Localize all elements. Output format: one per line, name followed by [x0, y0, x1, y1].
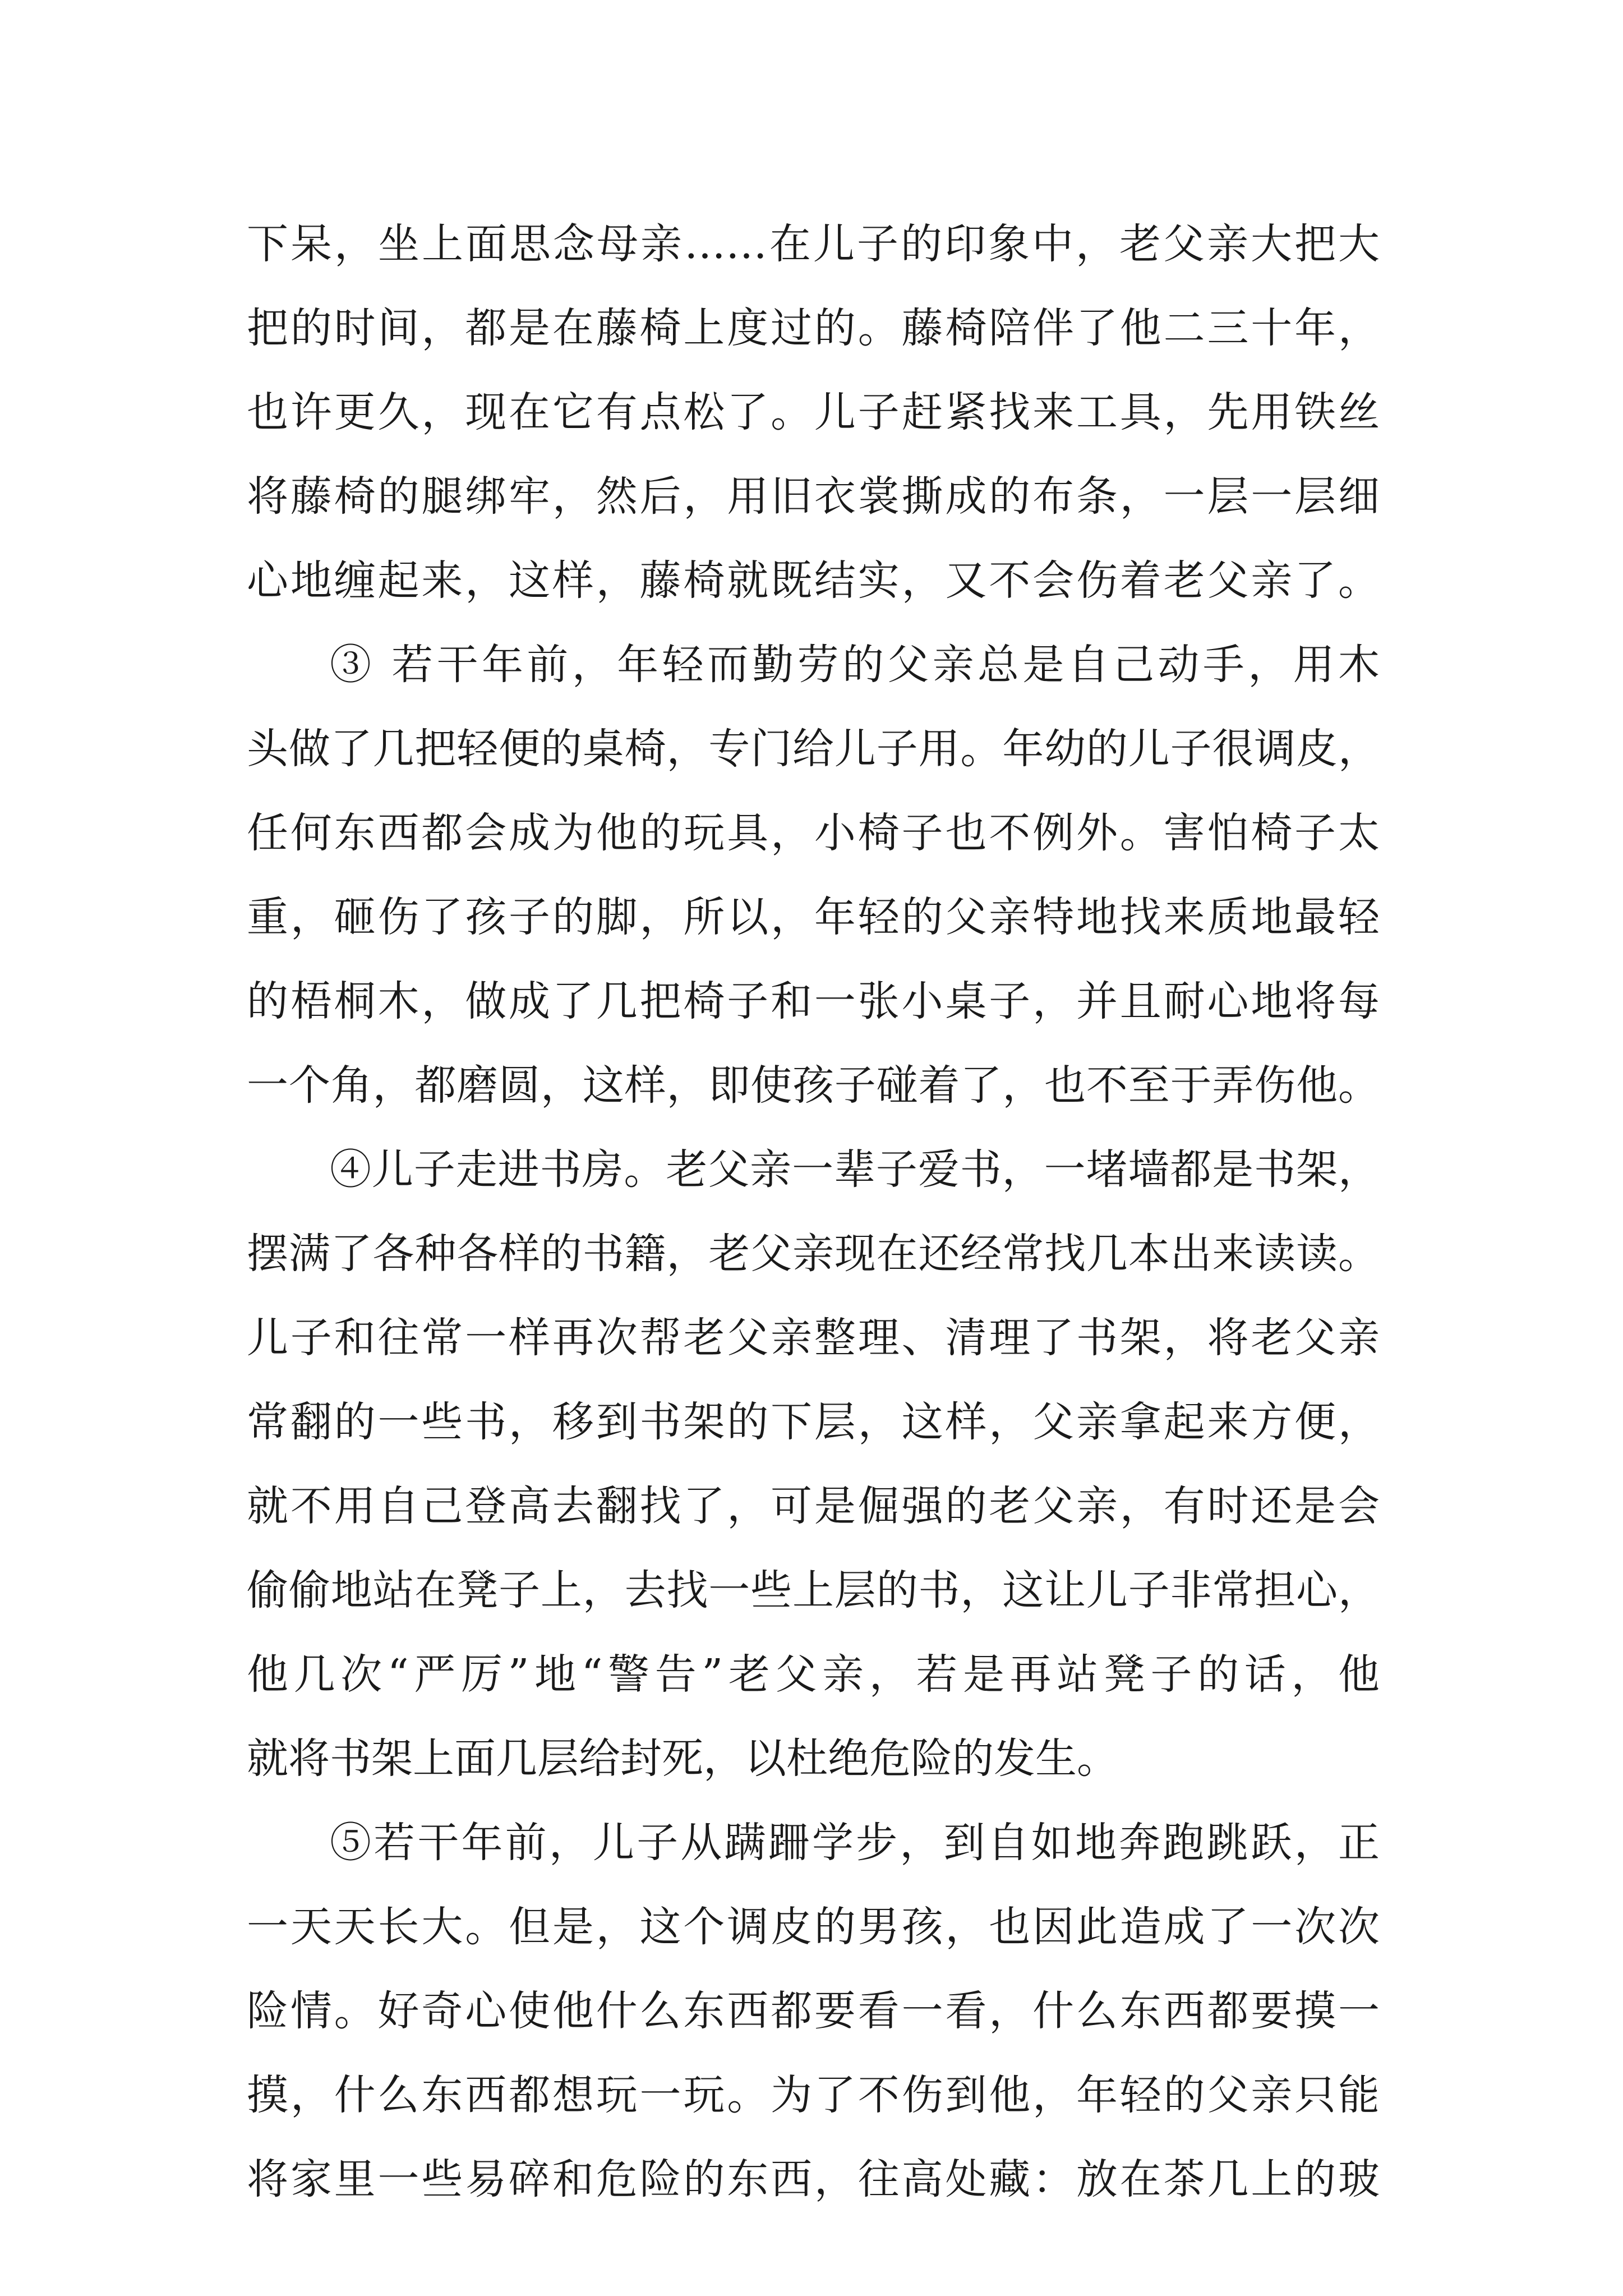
text-line: 心地缠起来，这样，藤椅就既结实，又不会伤着老父亲了。	[247, 556, 1380, 605]
text-line: 重，砸伤了孩子的脚，所以，年轻的父亲特地找来质地最轻	[247, 893, 1380, 941]
text-line: 一天天长大。但是，这个调皮的男孩，也因此造成了一次次	[247, 1903, 1380, 1951]
text-line: 把的时间，都是在藤椅上度过的。藤椅陪伴了他二三十年，	[247, 304, 1380, 352]
paragraph-first-line: ④儿子走进书房。老父亲一辈子爱书，一堵墙都是书架，	[330, 1145, 1380, 1194]
paragraph-first-line: ⑤若干年前，儿子从蹒跚学步，到自如地奔跑跳跃，正	[330, 1819, 1380, 1867]
text-line: 也许更久，现在它有点松了。儿子赶紧找来工具，先用铁丝	[247, 388, 1380, 436]
text-line: 将藤椅的腿绑牢，然后，用旧衣裳撕成的布条，一层一层细	[247, 472, 1380, 521]
text-line: 险情。好奇心使他什么东西都要看一看，什么东西都要摸一	[247, 1987, 1380, 2035]
body-text	[247, 202, 1380, 2221]
text-line: 他几次“严厉”地“警告”老父亲，若是再站凳子的话，他	[247, 1650, 1380, 1699]
text-line: 儿子和往常一样再次帮老父亲整理、清理了书架，将老父亲	[247, 1314, 1380, 1362]
text-line: 任何东西都会成为他的玩具，小椅子也不例外。害怕椅子太	[247, 809, 1380, 857]
text-line: 摸，什么东西都想玩一玩。为了不伤到他，年轻的父亲只能	[247, 2071, 1380, 2119]
text-line: 的梧桐木，做成了几把椅子和一张小桌子，并且耐心地将每	[247, 977, 1380, 1025]
text-line: 下呆，坐上面思念母亲……在儿子的印象中，老父亲大把大	[247, 220, 1380, 268]
text-line: 一个角，都磨圆，这样，即使孩子碰着了，也不至于弄伤他。	[247, 1061, 1380, 1110]
text-line: 头做了几把轻便的桌椅，专门给儿子用。年幼的儿子很调皮，	[247, 725, 1380, 773]
text-line: 将家里一些易碎和危险的东西，往高处藏：放在茶几上的玻	[247, 2155, 1380, 2203]
text-line: 就不用自己登高去翻找了，可是倔强的老父亲，有时还是会	[247, 1482, 1380, 1530]
text-line: 就将书架上面几层给封死，以杜绝危险的发生。	[247, 1734, 1118, 1783]
text-line: 偷偷地站在凳子上，去找一些上层的书，这让儿子非常担心，	[247, 1566, 1380, 1614]
text-line: 常翻的一些书，移到书架的下层，这样，父亲拿起来方便，	[247, 1398, 1380, 1446]
text-line: 摆满了各种各样的书籍，老父亲现在还经常找几本出来读读。	[247, 1230, 1380, 1278]
paragraph-first-line: ③ 若干年前，年轻而勤劳的父亲总是自己动手，用木	[330, 641, 1380, 689]
